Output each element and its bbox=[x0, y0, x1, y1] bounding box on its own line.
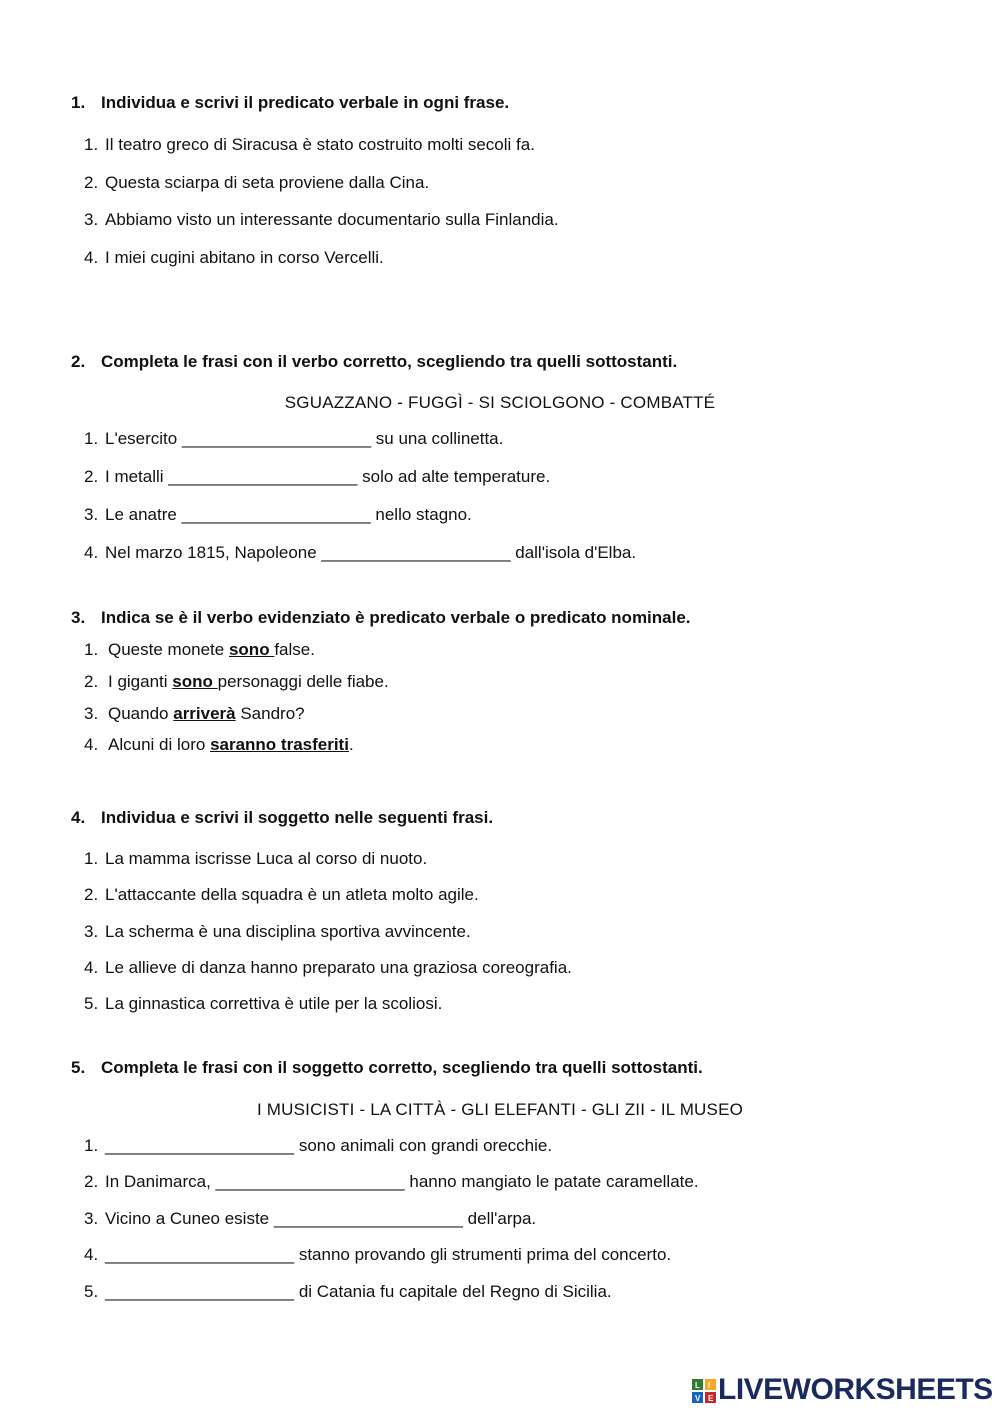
answer-blank[interactable]: ____________________ bbox=[105, 1282, 295, 1301]
s4-item: 5. La ginnastica correttiva è utile per la scoliosi. bbox=[84, 994, 443, 1013]
section-4-heading: 4. Individua e scrivi il soggetto nelle seguenti frasi. bbox=[71, 808, 494, 827]
highlighted-verb: saranno trasferiti bbox=[210, 735, 349, 754]
s5-item: 2. In Danimarca, ____________________ hanno mangiato le patate caramellate. bbox=[84, 1172, 699, 1191]
highlighted-verb: arriverà bbox=[173, 704, 236, 723]
answer-blank[interactable]: ____________________ bbox=[105, 1245, 295, 1264]
section-2-heading: 2. Completa le frasi con il verbo corretto, scegliendo tra quelli sottostanti. bbox=[71, 352, 678, 371]
logo-tile bbox=[705, 1379, 716, 1390]
s4-item: 1. La mamma iscrisse Luca al corso di nuoto. bbox=[84, 849, 428, 868]
s5-word-bank: I MUSICISTI - LA CITTÀ - GLI ELEFANTI - GLI ZII - IL MUSEO bbox=[256, 1100, 744, 1119]
answer-blank[interactable]: ____________________ bbox=[105, 1136, 295, 1155]
answer-blank[interactable]: ____________________ bbox=[181, 505, 371, 524]
highlighted-verb: sono bbox=[172, 672, 218, 691]
s4-item: 3. La scherma è una disciplina sportiva avvincente. bbox=[84, 922, 471, 941]
s1-item: 2. Questa sciarpa di seta proviene dalla Cina. bbox=[84, 173, 430, 192]
answer-blank[interactable]: ____________________ bbox=[168, 467, 358, 486]
answer-blank[interactable]: ____________________ bbox=[181, 429, 372, 448]
logo-mark-letter: E bbox=[708, 1394, 714, 1403]
s1-item: 4. I miei cugini abitano in corso Vercelli. bbox=[84, 248, 384, 267]
s1-item: 1. Il teatro greco di Siracusa è stato costruito molti secoli fa. bbox=[84, 135, 535, 154]
s2-item: 2. I metalli ____________________ solo ad alte temperature. bbox=[84, 467, 551, 486]
s4-item: 2. L'attaccante della squadra è un atleta molto agile. bbox=[84, 885, 479, 904]
logo-mark-letter: I bbox=[708, 1381, 711, 1390]
section-5-heading: 5. Completa le frasi con il soggetto corretto, scegliendo tra quelli sottostanti. bbox=[71, 1058, 703, 1077]
liveworksheets-logo-icon bbox=[692, 1379, 716, 1403]
logo-mark-letter: L bbox=[695, 1381, 700, 1390]
section-1-heading: 1. Individua e scrivi il predicato verbale in ogni frase. bbox=[71, 93, 510, 112]
s2-item: 1. L'esercito ____________________ su una collinetta. bbox=[84, 429, 504, 448]
liveworksheets-logo: LIVEWORKSHEETS bbox=[718, 1373, 993, 1406]
s3-item: 2. I giganti sono personaggi delle fiabe. bbox=[84, 672, 389, 691]
s3-item: 1. Queste monete sono false. bbox=[84, 640, 315, 659]
answer-blank[interactable]: ____________________ bbox=[273, 1209, 463, 1228]
section-3-heading: 3. Indica se è il verbo evidenziato è predicato verbale o predicato nominale. bbox=[71, 608, 691, 627]
answer-blank[interactable]: ____________________ bbox=[321, 543, 511, 562]
s2-item: 3. Le anatre ____________________ nello stagno. bbox=[84, 505, 472, 524]
highlighted-verb: sono bbox=[228, 640, 275, 659]
s4-item: 4. Le allieve di danza hanno preparato una graziosa coreografia. bbox=[84, 958, 572, 977]
s5-item: 5. ____________________ di Catania fu capitale del Regno di Sicilia. bbox=[84, 1282, 612, 1301]
s5-item: 1. ____________________ sono animali con grandi orecchie. bbox=[84, 1136, 553, 1155]
s2-item: 4. Nel marzo 1815, Napoleone ____________________ dall'isola d'Elba. bbox=[84, 543, 637, 562]
logo-mark-letter: V bbox=[695, 1394, 701, 1403]
answer-blank[interactable]: ____________________ bbox=[215, 1172, 405, 1191]
s5-item: 4. ____________________ stanno provando gli strumenti prima del concerto. bbox=[84, 1245, 672, 1264]
s3-item: 4. Alcuni di loro saranno trasferiti. bbox=[84, 735, 354, 754]
s5-item: 3. Vicino a Cuneo esiste ____________________ dell'arpa. bbox=[84, 1209, 537, 1228]
s2-word-bank: SGUAZZANO - FUGGÌ - SI SCIOLGONO - COMBATTÉ bbox=[284, 393, 716, 412]
s1-item: 3. Abbiamo visto un interessante documentario sulla Finlandia. bbox=[84, 210, 559, 229]
s3-item: 3. Quando arriverà Sandro? bbox=[84, 704, 305, 723]
